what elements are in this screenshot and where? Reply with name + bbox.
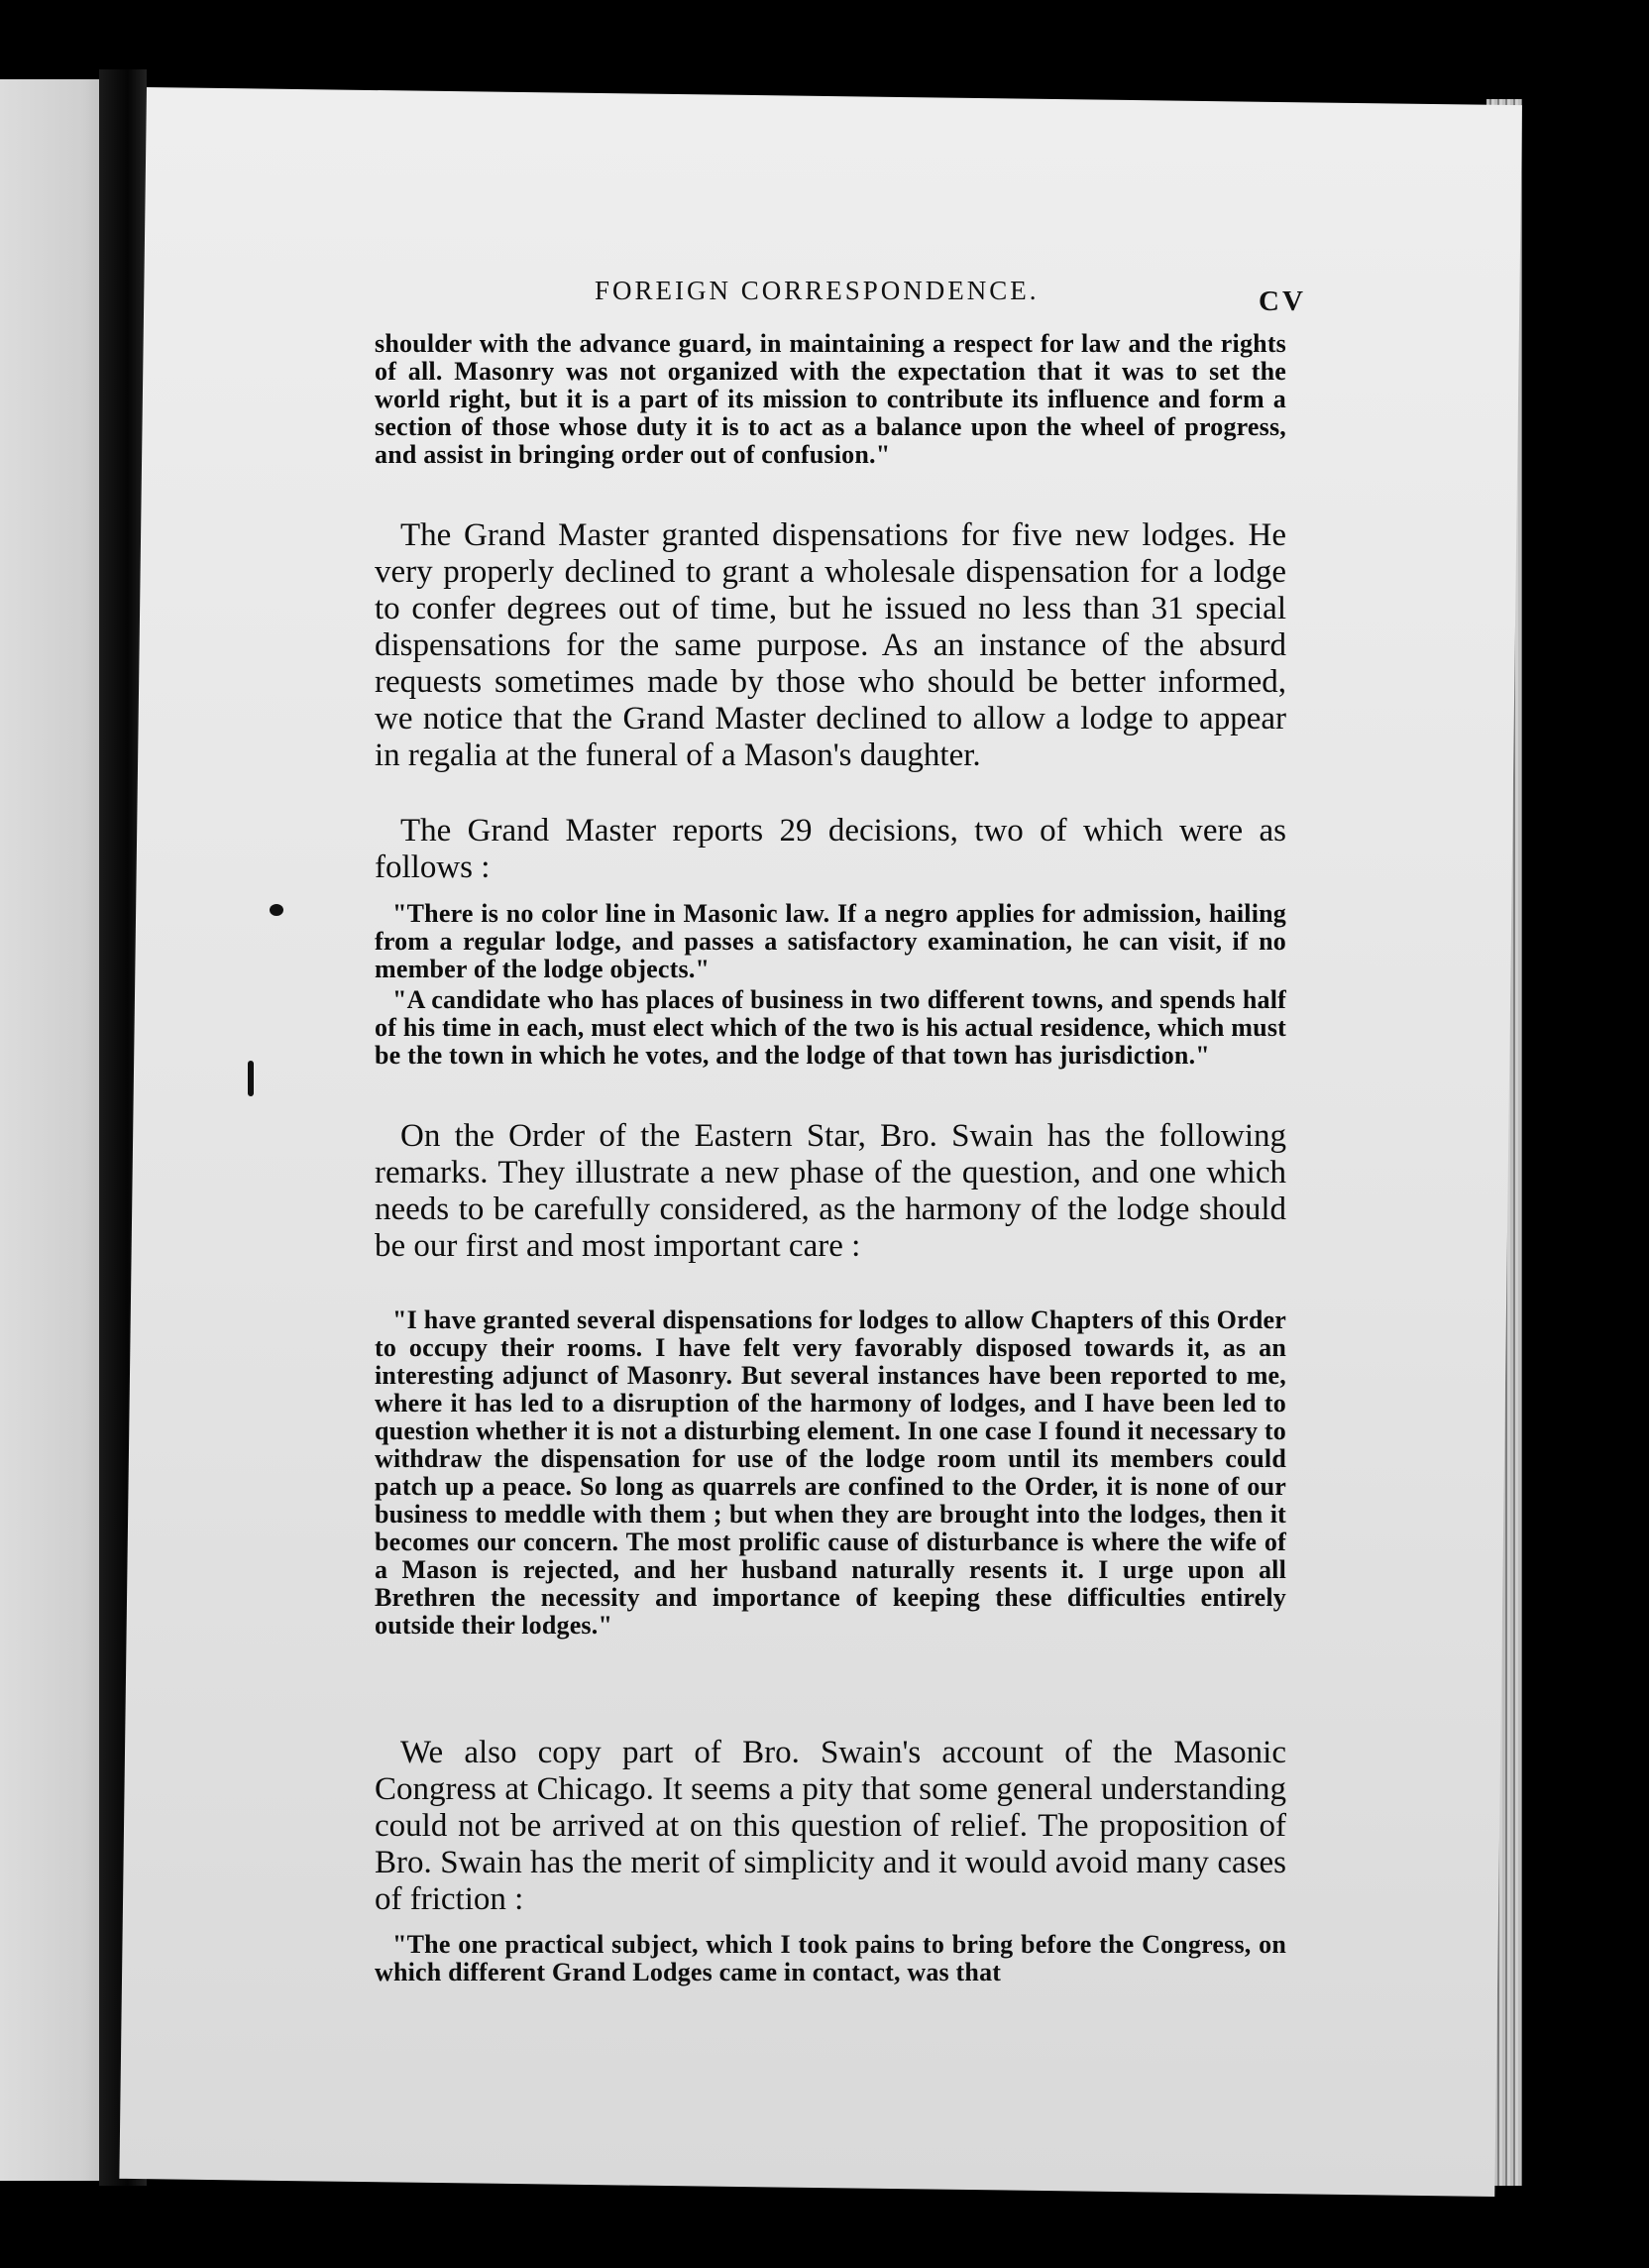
quote-continuation: shoulder with the advance guard, in maintaining a respect for law and the rights of all. Masonry was not organized with the expectation that it was to set the world right, but it is a part of its mission to contribute its influence and form a section of those whose duty it is to act as a balance upon the wheel of progress, and assist in bringing order out of confusion." bbox=[375, 329, 1286, 469]
paragraph-masonic-congress: We also copy part of Bro. Swain's account of the Masonic Congress at Chicago. It seems a pity that some general understanding could not be arrived at on this question of relief. The proposition of Bro. Swain has the merit of simplicity and it would avoid many cases of friction : bbox=[375, 1735, 1286, 1917]
quote-eastern-star: "I have granted several dispensations for lodges to allow Chapters of this Order to occupy their rooms. I have felt very favorably disposed towards it, as an interesting adjunct of Masonry. But several instances have been reported to me, where it has led to a disruption of the harmony of lodges, and I have been led to question whether it is not a disturbing element. In one case I found it necessary to withdraw the dispensation for use of the lodge room until its members could patch up a peace. So long as quarrels are confined to the Order, it is none of our business to meddle with them ; but when they are brought into the lodges, then it becomes our concern. The most prolific cause of disturbance is where the wife of a Mason is rejected, and her husband naturally resents it. I urge upon all Brethren the necessity and importance of keeping these difficulties entirely outside their lodges." bbox=[375, 1305, 1286, 1640]
paragraph-eastern-star: On the Order of the Eastern Star, Bro. Swain has the following remarks. They illustrate a new phase of the question, and one which needs to be carefully considered, as the harmony of the lodge should be our first and most important care : bbox=[375, 1118, 1286, 1264]
ink-blot bbox=[270, 904, 283, 916]
paragraph-dispensations: The Grand Master granted dispensations for five new lodges. He very properly declined to grant a wholesale dispensation for a lodge to confer degrees out of time, but he issued no less than 31 special dispensations for the same purpose. As an instance of the absurd requests sometimes made by those who should be better informed, we notice that the Grand Master declined to allow a lodge to appear in regalia at the funeral of a Mason's daughter. bbox=[375, 517, 1286, 773]
page-number: CV bbox=[1259, 285, 1306, 317]
ink-smudge bbox=[248, 1061, 254, 1096]
quote-congress: "The one practical subject, which I took pains to bring before the Congress, on which different Grand Lodges came in contact, was that bbox=[375, 1930, 1286, 1986]
paragraph-decisions: The Grand Master reports 29 decisions, two of which were as follows : bbox=[375, 813, 1286, 885]
quote-color-line: "There is no color line in Masonic law. If a negro applies for admission, hailing from a regular lodge, and passes a satisfactory examination, he can visit, if no member of the lodge objects." bbox=[375, 899, 1286, 983]
quote-residence: "A candidate who has places of business in two different towns, and spends half of his time in each, must elect which of the two is his actual residence, which must be the town in which he votes, and the lodge of that town has jurisdiction." bbox=[375, 985, 1286, 1070]
running-title: FOREIGN CORRESPONDENCE. bbox=[595, 276, 1040, 305]
page-header bbox=[436, 198, 1306, 317]
